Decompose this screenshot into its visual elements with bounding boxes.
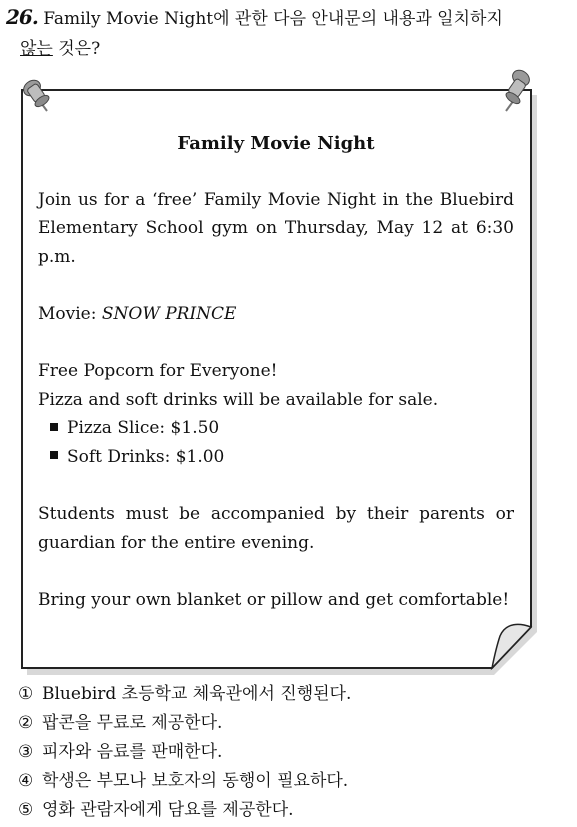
question-text: Family Movie Night에 관한 다음 안내문의 내용과 일치하지 [43, 9, 503, 29]
movie-label: Movie: [38, 303, 102, 324]
students-line-2: guardian for the entire evening. [38, 532, 315, 553]
intro-line-1: Join us for a ‘free’ Family Movie Night in the Bluebird [38, 189, 514, 210]
sale-line: Pizza and soft drinks will be available for sale. [38, 389, 439, 410]
answer-choices [18, 680, 351, 825]
bullet-square-icon [50, 451, 58, 459]
notice-title: Family Movie Night [177, 133, 375, 154]
notice-body [38, 130, 514, 615]
question-underlined-word: 않는 [20, 39, 53, 59]
price-item-drinks: Soft Drinks: $1.00 [38, 443, 514, 472]
movie-line [38, 300, 514, 329]
price-item-pizza: Pizza Slice: $1.50 [38, 414, 514, 443]
bring-line: Bring your own blanket or pillow and get comfortable! [38, 589, 510, 610]
students-line-1: Students must be accompanied by their parents or [38, 504, 514, 525]
question-number: 26. [6, 5, 38, 29]
bullet-square-icon [50, 423, 58, 431]
intro-line-2: Elementary School gym on Thursday, May 12 at 6:30 [38, 218, 514, 239]
choice-3[interactable]: ③ 피자와 음료를 판매한다. [18, 742, 223, 762]
intro-line-3: p.m. [38, 246, 76, 267]
popcorn-line: Free Popcorn for Everyone! [38, 361, 278, 382]
choice-4[interactable]: ④ 학생은 부모나 보호자의 동행이 필요하다. [18, 771, 349, 791]
question-text-line2: 않는 것은? [20, 39, 101, 59]
choice-2[interactable]: ② 팝콘을 무료로 제공한다. [18, 713, 223, 733]
movie-title: SNOW PRINCE [101, 303, 237, 324]
choice-5[interactable]: ⑤ 영화 관람자에게 담요를 제공한다. [18, 800, 294, 820]
choice-1[interactable]: ① Bluebird 초등학교 체육관에서 진행된다. [18, 684, 352, 704]
